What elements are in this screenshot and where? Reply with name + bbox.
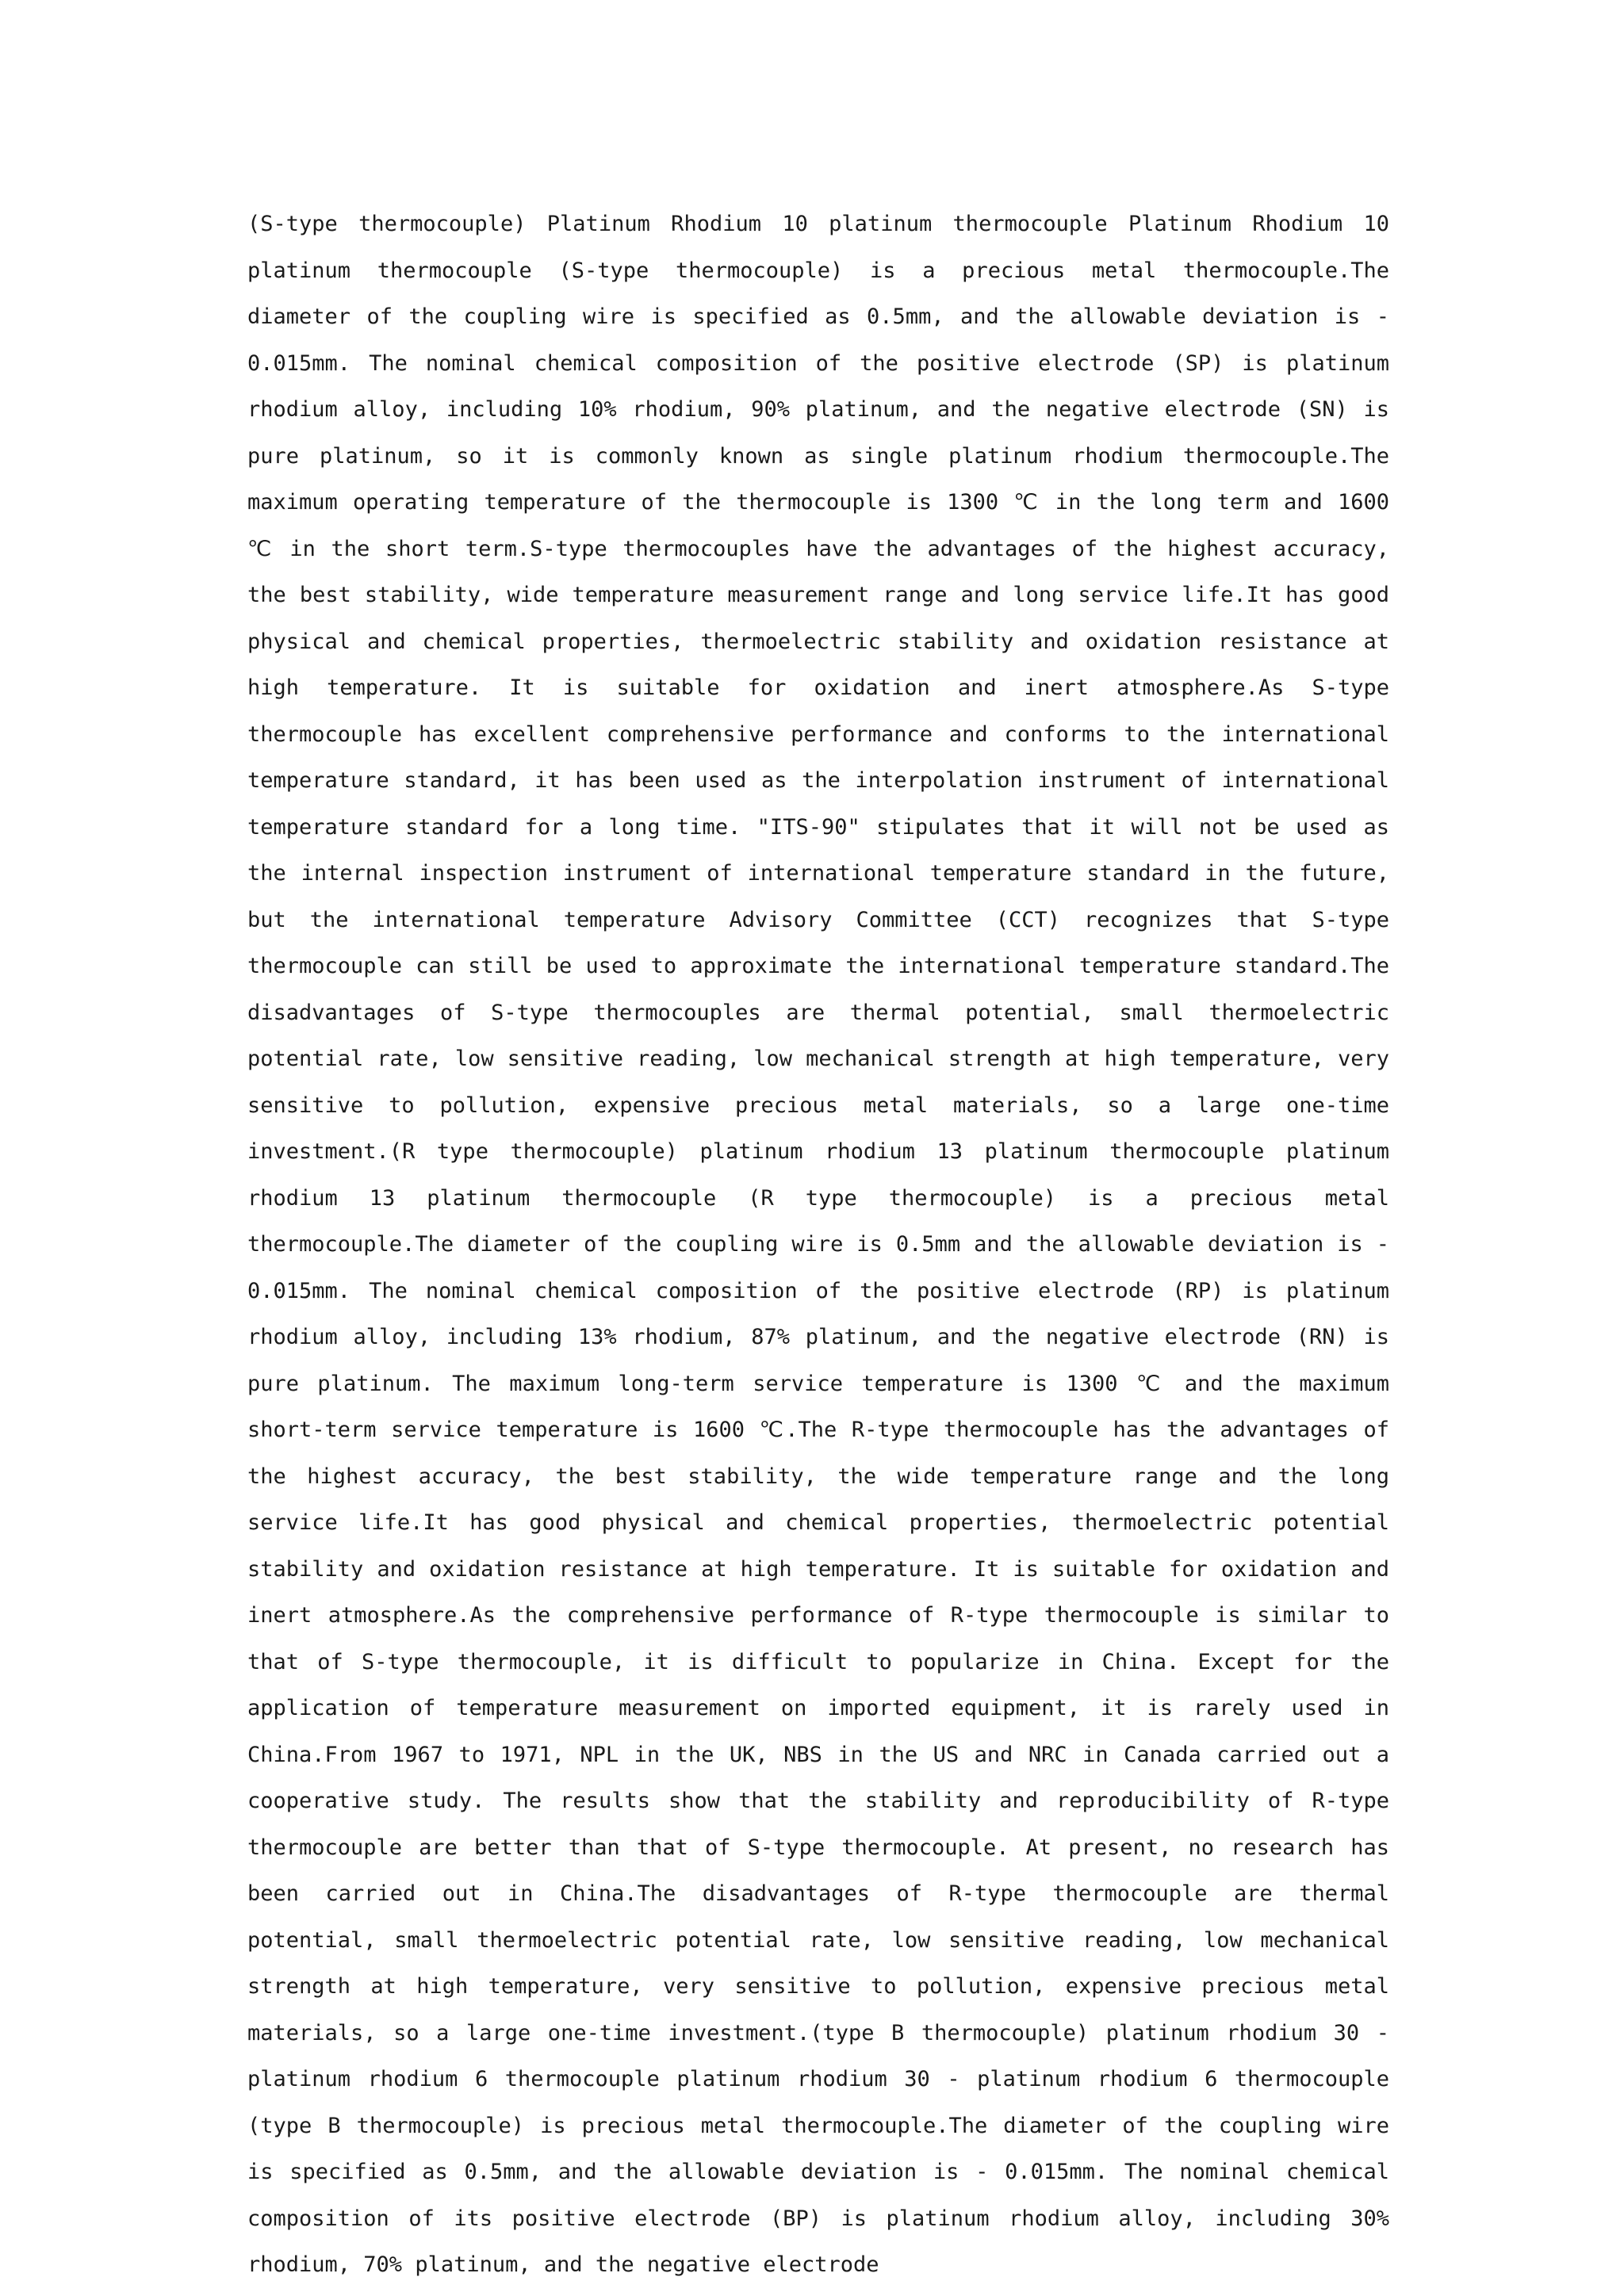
document-body [247, 201, 1389, 2289]
body-paragraph: (S-type thermocouple) Platinum Rhodium 10 platinum thermocouple Platinum Rhodium 10 platinum thermocouple (S-type thermocouple) is a precious metal thermocouple.The diameter of the coupling wire is specified as 0.5mm, and the allowable deviation is - 0.015mm. The nominal chemical composition of the positive electrode (SP) is platinum rhodium alloy, including 10% rhodium, 90% platinum, and the negative electrode (SN) is pure platinum, so it is commonly known as single platinum rhodium thermocouple.The maximum operating temperature of the thermocouple is 1300 ℃ in the long term and 1600 ℃ in the short term.S-type thermocouples have the advantages of the highest accuracy, the best stability, wide temperature measurement range and long service life.It has good physical and chemical properties, thermoelectric stability and oxidation resistance at high temperature. It is suitable for oxidation and inert atmosphere.As S-type thermocouple has excellent comprehensive performance and conforms to the international temperature standard, it has been used as the interpolation instrument of international temperature standard for a long time. "ITS-90" stipulates that it will not be used as the internal inspection instrument of international temperature standard in the future, but the international temperature Advisory Committee (CCT) recognizes that S-type thermocouple can still be used to approximate the international temperature standard.The disadvantages of S-type thermocouples are thermal potential, small thermoelectric potential rate, low sensitive reading, low mechanical strength at high temperature, very sensitive to pollution, expensive precious metal materials, so a large one-time investment.(R type thermocouple) platinum rhodium 13 platinum thermocouple platinum rhodium 13 platinum thermocouple (R type thermocouple) is a precious metal thermocouple.The diameter of the coupling wire is 0.5mm and the allowable deviation is - 0.015mm. The nominal chemical composition of the positive electrode (RP) is platinum rhodium alloy, including 13% rhodium, 87% platinum, and the negative electrode (RN) is pure platinum. The maximum long-term service temperature is 1300 ℃ and the maximum short-term service temperature is 1600 ℃.The R-type thermocouple has the advantages of the highest accuracy, the best stability, the wide temperature range and the long service life.It has good physical and chemical properties, thermoelectric potential stability and oxidation resistance at high temperature. It is suitable for oxidation and inert atmosphere.As the comprehensive performance of R-type thermocouple is similar to that of S-type thermocouple, it is difficult to popularize in China. Except for the application of temperature measurement on imported equipment, it is rarely used in China.From 1967 to 1971, NPL in the UK, NBS in the US and NRC in Canada carried out a cooperative study. The results show that the stability and reproducibility of R-type thermocouple are better than that of S-type thermocouple. At present, no research has been carried out in China.The disadvantages of R-type thermocouple are thermal potential, small thermoelectric potential rate, low sensitive reading, low mechanical strength at high temperature, very sensitive to pollution, expensive precious metal materials, so a large one-time investment.(type B thermocouple) platinum rhodium 30 - platinum rhodium 6 thermocouple platinum rhodium 30 - platinum rhodium 6 thermocouple (type B thermocouple) is precious metal thermocouple.The diameter of the coupling wire is specified as 0.5mm, and the allowable deviation is - 0.015mm. The nominal chemical composition of its positive electrode (BP) is platinum rhodium alloy, including 30% rhodium, 70% platinum, and the negative electrode [247, 212, 1389, 2277]
